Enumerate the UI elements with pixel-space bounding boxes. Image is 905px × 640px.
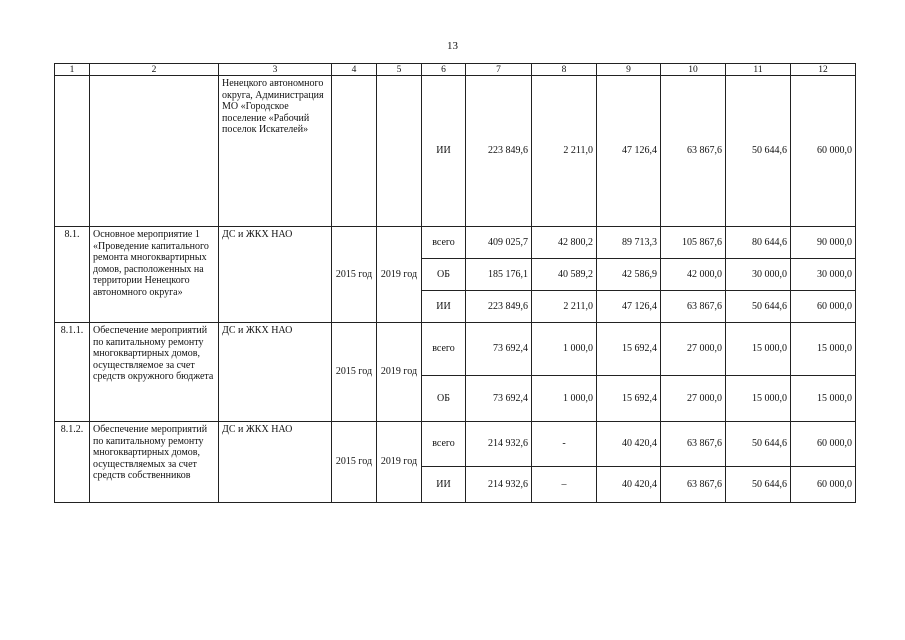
measure-name-cell (90, 76, 219, 227)
value-cell: 42 000,0 (661, 259, 726, 291)
column-number: 12 (791, 64, 856, 76)
value-cell: 15 000,0 (791, 376, 856, 422)
column-number: 2 (90, 64, 219, 76)
value-cell: 50 644,6 (726, 291, 791, 323)
source-cell: всего (422, 323, 466, 376)
value-cell: 223 849,6 (466, 76, 532, 227)
value-cell: 223 849,6 (466, 291, 532, 323)
column-number: 6 (422, 64, 466, 76)
executor-cell: ДС и ЖКХ НАО (219, 323, 332, 422)
start-year-cell (332, 76, 377, 227)
value-cell: 214 932,6 (466, 422, 532, 467)
table-row (55, 422, 856, 467)
value-cell: 40 420,4 (597, 467, 661, 503)
start-year-cell: 2015 год (332, 323, 377, 422)
executor-cell: ДС и ЖКХ НАО (219, 227, 332, 323)
value-cell: 40 589,2 (532, 259, 597, 291)
value-cell: 2 211,0 (532, 291, 597, 323)
value-cell: 15 692,4 (597, 376, 661, 422)
value-cell: 214 932,6 (466, 467, 532, 503)
value-cell: 409 025,7 (466, 227, 532, 259)
column-number: 10 (661, 64, 726, 76)
value-cell: 50 644,6 (726, 422, 791, 467)
column-number: 4 (332, 64, 377, 76)
value-cell: 105 867,6 (661, 227, 726, 259)
end-year-cell: 2019 год (377, 227, 422, 323)
source-cell: ОБ (422, 259, 466, 291)
value-cell: 60 000,0 (791, 76, 856, 227)
value-cell: 60 000,0 (791, 291, 856, 323)
value-cell: 30 000,0 (791, 259, 856, 291)
measure-name-cell: Обеспечение мероприятий по капитальному ремонту многоквартирных домов, осуществляемое за счет средств окружного бюджета (90, 323, 219, 422)
value-cell: 60 000,0 (791, 422, 856, 467)
start-year-cell: 2015 год (332, 422, 377, 503)
source-cell: ИИ (422, 467, 466, 503)
column-number: 5 (377, 64, 422, 76)
source-cell: всего (422, 422, 466, 467)
column-number: 8 (532, 64, 597, 76)
source-cell: ОБ (422, 376, 466, 422)
program-table (54, 63, 856, 503)
row-number-cell: 8.1. (55, 227, 90, 323)
row-number-cell: 8.1.2. (55, 422, 90, 503)
value-cell: 15 692,4 (597, 323, 661, 376)
measure-name-cell: Основное мероприятие 1 «Проведение капитального ремонта многоквартирных домов, расположенных на территории Ненецкого автономного округа» (90, 227, 219, 323)
start-year-cell: 2015 год (332, 227, 377, 323)
value-cell: 42 800,2 (532, 227, 597, 259)
page-number: 13 (447, 40, 458, 52)
value-cell: 50 644,6 (726, 467, 791, 503)
executor-cell: ДС и ЖКХ НАО (219, 422, 332, 503)
value-cell: 80 644,6 (726, 227, 791, 259)
value-cell: 15 000,0 (726, 376, 791, 422)
source-cell: ИИ (422, 291, 466, 323)
value-cell: 63 867,6 (661, 291, 726, 323)
value-cell: 73 692,4 (466, 323, 532, 376)
column-number: 1 (55, 64, 90, 76)
value-cell: 15 000,0 (726, 323, 791, 376)
value-cell: 63 867,6 (661, 76, 726, 227)
column-number: 7 (466, 64, 532, 76)
end-year-cell (377, 76, 422, 227)
continuation-row (55, 76, 856, 227)
measure-name-cell: Обеспечение мероприятий по капитальному ремонту многоквартирных домов, осуществляемых за счет средств собственников (90, 422, 219, 503)
end-year-cell: 2019 год (377, 422, 422, 503)
value-cell: 27 000,0 (661, 376, 726, 422)
column-number: 3 (219, 64, 332, 76)
value-cell: – (532, 467, 597, 503)
table-row (55, 323, 856, 376)
value-cell: 40 420,4 (597, 422, 661, 467)
value-cell: 73 692,4 (466, 376, 532, 422)
value-cell: 1 000,0 (532, 323, 597, 376)
value-cell: 89 713,3 (597, 227, 661, 259)
end-year-cell: 2019 год (377, 323, 422, 422)
value-cell: 60 000,0 (791, 467, 856, 503)
source-cell: ИИ (422, 76, 466, 227)
value-cell: 2 211,0 (532, 76, 597, 227)
value-cell: 47 126,4 (597, 291, 661, 323)
value-cell: 30 000,0 (726, 259, 791, 291)
value-cell: 185 176,1 (466, 259, 532, 291)
value-cell: 1 000,0 (532, 376, 597, 422)
value-cell: 47 126,4 (597, 76, 661, 227)
value-cell: 50 644,6 (726, 76, 791, 227)
value-cell: 15 000,0 (791, 323, 856, 376)
value-cell: - (532, 422, 597, 467)
column-number: 11 (726, 64, 791, 76)
value-cell: 63 867,6 (661, 422, 726, 467)
column-number-row (55, 64, 856, 76)
value-cell: 42 586,9 (597, 259, 661, 291)
source-cell: всего (422, 227, 466, 259)
value-cell: 63 867,6 (661, 467, 726, 503)
row-number-cell (55, 76, 90, 227)
row-number-cell: 8.1.1. (55, 323, 90, 422)
table-row (55, 227, 856, 259)
executor-cell: Ненецкого автономного округа, Администрация МО «Городское поселение «Рабочий поселок Искателей» (219, 76, 332, 227)
value-cell: 90 000,0 (791, 227, 856, 259)
column-number: 9 (597, 64, 661, 76)
value-cell: 27 000,0 (661, 323, 726, 376)
